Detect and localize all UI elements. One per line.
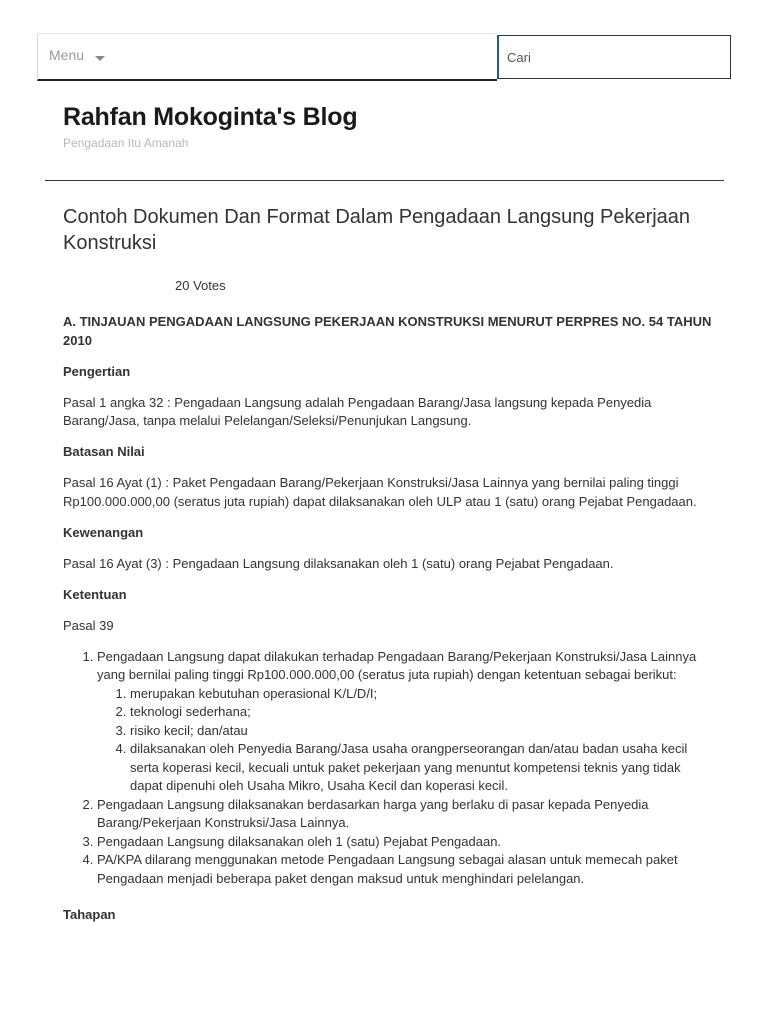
menu-label[interactable]: Menu: [49, 47, 85, 63]
list-item-text: Pengadaan Langsung dapat dilakukan terhadap Pengadaan Barang/Pekerjaan Konstruksi/Jasa Lainnya yang bernilai paling tinggi Rp100.000.000,00 (seratus juta rupiah) dengan ketentuan sebagai berikut:: [97, 648, 697, 682]
votes-count: 20 Votes: [175, 278, 226, 293]
top-navigation: [37, 33, 732, 80]
blog-subtitle: Pengadaan Itu Amanah: [63, 136, 189, 150]
menu-dropdown[interactable]: [37, 33, 497, 81]
blog-title[interactable]: Rahfan Mokoginta's Blog: [63, 103, 358, 131]
header-divider: [45, 180, 724, 181]
sublist-item: 1. merupakan kebutuhan operasional K/L/D/I;: [130, 685, 713, 704]
list-item: 4. PA/KPA dilarang menggunakan metode Pengadaan Langsung sebagai alasan untuk memecah paket Pengadaan menjadi beberapa paket dengan maksud untuk menghindari pelelangan.: [97, 851, 713, 888]
search-input[interactable]: [497, 35, 731, 79]
ketentuan-heading: Ketentuan: [63, 586, 127, 602]
sublist-item: 4. dilaksanakan oleh Penyedia Barang/Jasa usaha orangperseorangan dan/atau badan usaha kecil serta koperasi kecil, kecuali untuk paket pekerjaan yang menuntut kompetensi teknis yang tidak dapat dipenuhi oleh Usaha Mikro, Usaha Kecil dan koperasi kecil.: [130, 740, 713, 796]
batasan-heading: Batasan Nilai: [63, 444, 145, 459]
ketentuan-pasal: Pasal 39: [63, 617, 114, 633]
post-title: Contoh Dokumen Dan Format Dalam Pengadaan Langsung Pekerjaan Konstruksi: [63, 206, 691, 254]
ketentuan-sublist: [97, 685, 713, 796]
kewenangan-text: Pasal 16 Ayat (3) : Pengadaan Langsung dilaksanakan oleh 1 (satu) orang Pejabat Pengadaan.: [63, 555, 614, 571]
tahapan-heading: Tahapan: [63, 907, 116, 922]
pengertian-heading: Pengertian: [63, 363, 131, 379]
sublist-item: 3. risiko kecil; dan/atau: [130, 722, 713, 741]
section-heading: A. TINJAUAN PENGADAAN LANGSUNG PEKERJAAN KONSTRUKSI MENURUT PERPRES NO. 54 TAHUN 2010: [63, 314, 712, 348]
pengertian-text: Pasal 1 angka 32 : Pengadaan Langsung adalah Pengadaan Barang/Jasa langsung kepada Penyedia Barang/Jasa, tanpa melalui Pelelangan/Seleksi/Penunjukan Langsung.: [63, 394, 652, 428]
batasan-text: Pasal 16 Ayat (1) : Paket Pengadaan Barang/Pekerjaan Konstruksi/Jasa Lainnya yang bernilai paling tinggi Rp100.000.000,00 (seratus juta rupiah) dapat dilaksanakan oleh ULP atau 1 (satu) orang Pejabat Pengadaan.: [63, 475, 697, 509]
sublist-item: 2. teknologi sederhana;: [130, 703, 713, 722]
kewenangan-heading: Kewenangan: [63, 524, 144, 540]
chevron-down-icon[interactable]: [95, 56, 105, 61]
list-item: 2. Pengadaan Langsung dilaksanakan berdasarkan harga yang berlaku di pasar kepada Penyedia Barang/Pekerjaan Konstruksi/Jasa Lainnya.: [97, 796, 713, 833]
list-item: 3. Pengadaan Langsung dilaksanakan oleh 1 (satu) Pejabat Pengadaan.: [97, 833, 713, 852]
post-content: [63, 313, 713, 937]
list-item: [97, 648, 713, 796]
ketentuan-list: [63, 648, 713, 889]
